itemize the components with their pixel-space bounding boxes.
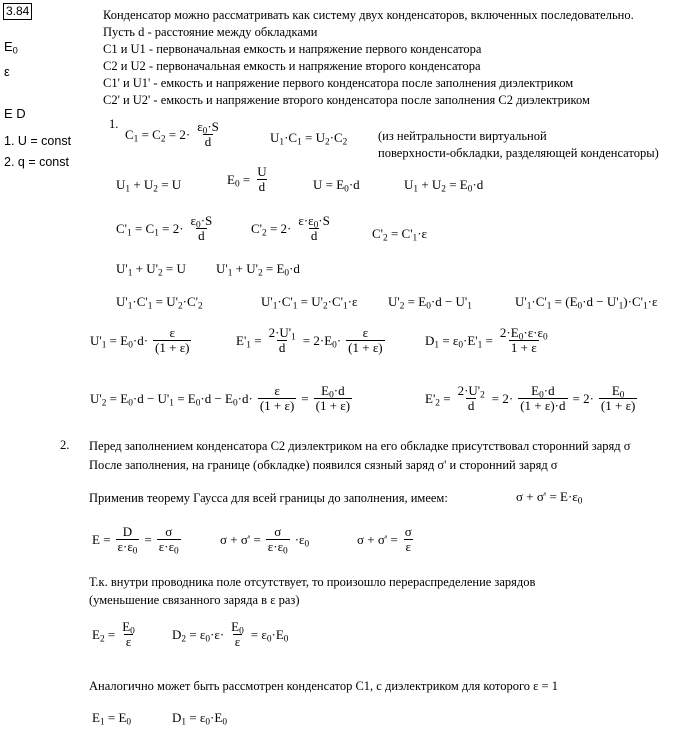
- neutrality-note: (из нейтральности виртуальной поверхности-обкладки, разделяющей конденсаторы): [378, 129, 659, 160]
- part2-label: 2.: [60, 438, 70, 452]
- formula-d1-prime: $D_1 = \varepsilon_0\cdot E'_1$ = $\frac{2\cdot E_0\cdot\varepsilon\cdot\varepsilon_0}{1 + \varepsilon}$: [425, 325, 548, 355]
- formula-c1-c2: $C_1 = C_2 = 2\cdot$ $\frac{\varepsilon_0\cdot S}{d}$: [125, 119, 219, 149]
- formula-e1: $E_1 = E_0$: [92, 710, 132, 728]
- margin-e-d: E D: [4, 106, 26, 121]
- margin-e0: $E_0$: [4, 39, 18, 56]
- formula-sigma-sum-1: σ + σ' = $\frac{\sigma}{\varepsilon\cdot\varepsilon_0}$ $\cdot\varepsilon_0$: [220, 524, 310, 557]
- formula-u2-prime: $U'_2 = E_0\cdot d - U'_1$: [388, 294, 472, 312]
- formula-u-e0d: $U = E_0\cdot d$: [313, 177, 360, 195]
- formula-sigma-sum-2: σ + σ' = $\frac{\sigma}{\varepsilon}$: [357, 524, 412, 554]
- formula-c2-c1-eps: $C'_2 = C'_1\cdot\varepsilon$: [372, 226, 428, 244]
- problem-number: 3.84: [3, 3, 32, 20]
- part2-text-a: Перед заполнением конденсатора C2 диэлектриком на его обкладке присутствовал сторонний заряд σ После заполнения, на границе (обкладке) появился сязный заряд σ' и сторонний заряд σ: [89, 439, 631, 472]
- formula-e2: $E_2$ = $\frac{E_0}{\varepsilon}$: [92, 619, 135, 649]
- margin-eps: ε: [4, 64, 10, 79]
- formula-u1c1-u2c2: $U_1\cdot C_1 = U_2\cdot C_2$: [270, 130, 348, 148]
- intro-line: Конденсатор можно рассматривать как систему двух конденсаторов, включенных последовательно.: [103, 8, 634, 22]
- intro-text: [103, 7, 634, 109]
- formula-u1-prime-c1: $U'_1\cdot C'_1 = (E_0\cdot d - U'_1)\cdot C'_1\cdot\varepsilon$: [515, 294, 658, 312]
- intro-line: C2 и U2 - первоначальная емкость и напряжение второго конденсатора: [103, 59, 481, 73]
- intro-line: C2' и U2' - емкость и напряжение второго конденсатора после заполнения C2 диэлектриком: [103, 93, 590, 107]
- formula-d2: $D_2 = \varepsilon_0\cdot\varepsilon\cdot$ $\frac{E_0}{\varepsilon}$ = $\varepsilon_0\cdot E_0$: [172, 619, 289, 649]
- formula-u-prime-sum: $U'_1 + U'_2 = U$: [116, 261, 186, 279]
- formula-u-prime-sum-e0d: $U'_1 + U'_2 = E_0\cdot d$: [216, 261, 300, 279]
- formula-e0: $E_0$ = $\frac{U}{d}$: [227, 164, 267, 194]
- formula-u-sum-e0d: $U_1 + U_2 = E_0\cdot d$: [404, 177, 484, 195]
- part2-text-b: Т.к. внутри проводника поле отсутствует, то произошло перераспределение зарядов (уменьшение связанного заряда в ε раз): [89, 575, 536, 607]
- part2-text-gauss: Применив теорему Гаусса для всей границы до заполнения, имеем:: [89, 491, 448, 505]
- intro-line: C1 и U1 - первоначальная емкость и напряжение первого конденсатора: [103, 42, 482, 56]
- formula-gauss: $\sigma + \sigma' = E\cdot\varepsilon_0$: [516, 489, 583, 507]
- formula-u1-prime-result: $U'_1 = E_0\cdot d\cdot$ $\frac{\varepsilon}{(1 + \varepsilon)}$: [90, 325, 190, 355]
- part1-label: 1.: [109, 117, 119, 131]
- margin-case-1: 1. U = const: [4, 134, 72, 148]
- formula-c1-prime: $C'_1 = C_1 = 2\cdot$ $\frac{\varepsilon_0\cdot S}{d}$: [116, 213, 213, 243]
- formula-u-prime-c-prime: $U'_1\cdot C'_1 = U'_2\cdot C'_2$: [116, 294, 203, 312]
- formula-e2-prime: $E'_2$ = $\frac{2\cdot U'_2}{d}$ = 2· $\frac{E_0\cdot d}{(1 + \varepsilon)\cdot d}$ = 2· $\frac{E_0}{(1 + \varepsilon)}$: [425, 383, 636, 413]
- formula-u2-prime-result: $U'_2 = E_0\cdot d - U'_1 = E_0\cdot d - E_0\cdot d\cdot$ $\frac{\varepsilon}{(1 + \varepsilon)}$ = $\frac{E_0\cdot d}{(1 + \varepsilon)}$: [90, 383, 351, 413]
- formula-e1-prime: $E'_1$ = $\frac{2\cdot U'_1}{d}$ = $2\cdot E_0\cdot$ $\frac{\varepsilon}{(1 + \varepsilon)}$: [236, 325, 383, 355]
- intro-line: C1' и U1' - емкость и напряжение первого конденсатора после заполнения диэлектриком: [103, 76, 574, 90]
- part2-text-c: Аналогично может быть рассмотрен конденсатор C1, с диэлектриком для которого ε = 1: [89, 679, 558, 693]
- formula-c2-prime: $C'_2 = 2\cdot$ $\frac{\varepsilon\cdot\varepsilon_0\cdot S}{d}$: [251, 213, 330, 243]
- formula-e-d: E = $\frac{D}{\varepsilon\cdot\varepsilon_0}$ = $\frac{\sigma}{\varepsilon\cdot\varepsilon_0}$: [92, 524, 179, 557]
- intro-line: Пусть d - расстояние между обкладками: [103, 25, 318, 39]
- formula-u-prime-eps: $U'_1\cdot C'_1 = U'_2\cdot C'_1\cdot\varepsilon$: [261, 294, 358, 312]
- formula-u-sum: $U_1 + U_2 = U$: [116, 177, 182, 195]
- formula-d1: $D_1 = \varepsilon_0\cdot E_0$: [172, 710, 227, 728]
- margin-case-2: 2. q = const: [4, 155, 69, 169]
